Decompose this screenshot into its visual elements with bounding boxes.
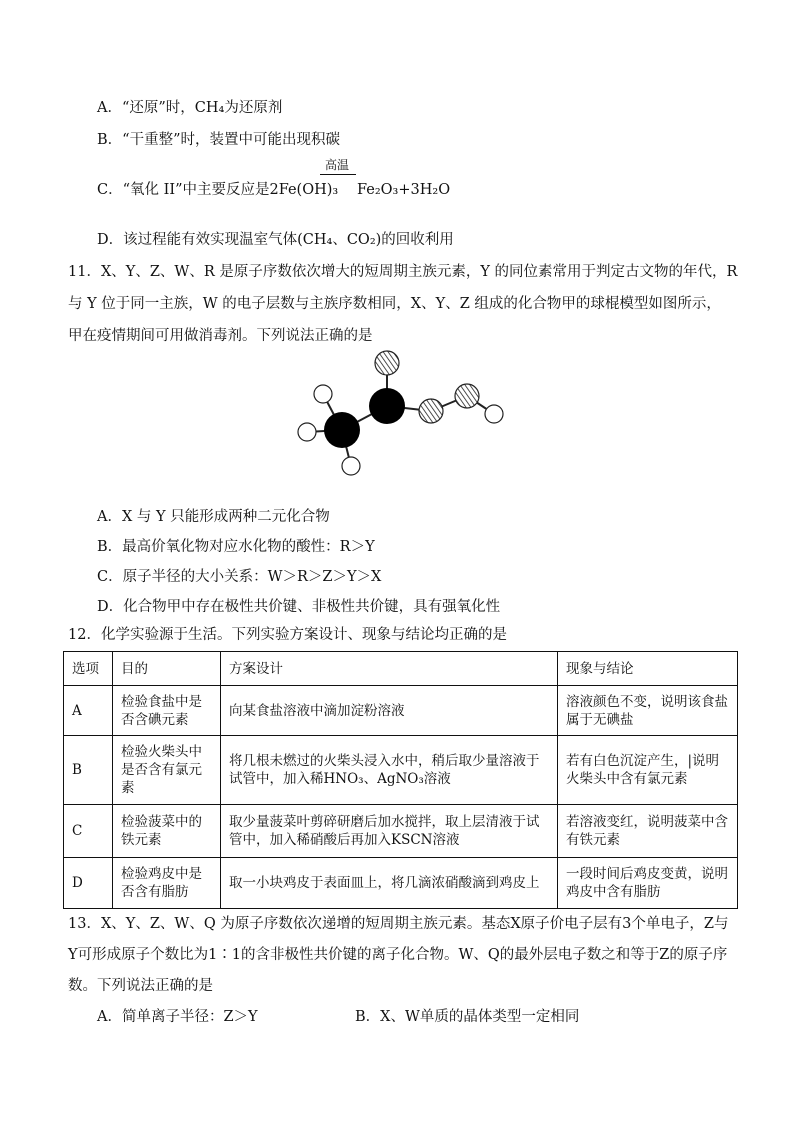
reaction-condition: 高温 [325,158,350,172]
hydrogen-atom [314,385,332,403]
q10-option-c [97,180,338,200]
cell-design: 向某食盐溶液中滴加淀粉溶液 [221,686,558,736]
cell-result: 若有白色沉淀产生，|说明火柴头中含有氯元素 [558,736,738,805]
q11-stem-line1: 11．X、Y、Z、W、R 是原子序数依次增大的短周期主族元素，Y 的同位素常用于判定古文物的年代，R [68,264,738,280]
cell-purpose: 检验食盐中是否含碘元素 [113,686,221,736]
hydrogen-atom [298,423,316,441]
cell-design: 将几根未燃过的火柴头浸入水中，稍后取少量溶液于试管中，加入稀HNO₃、AgNO₃溶液 [221,736,558,805]
cell-option: B [64,736,113,805]
oxygen-atom [455,384,479,408]
q13-stem-line3: 数。下列说法正确的是 [68,978,213,994]
table-header-row [64,652,738,686]
cell-option: C [64,805,113,858]
q11-option-c: C．原子半径的大小关系：W＞R＞Z＞Y＞X [97,569,382,585]
table-row [64,805,738,858]
q10-option-d: D．该过程能有效实现温室气体(CH₄、CO₂)的回收利用 [97,232,454,248]
header-design: 方案设计 [221,652,558,686]
carbon-atom [369,388,405,424]
hydrogen-atom [342,457,360,475]
header-purpose: 目的 [113,652,221,686]
cell-design: 取少量菠菜叶剪碎研磨后加水搅拌，取上层清液于试管中，加入稀硝酸后再加入KSCN溶液 [221,805,558,858]
cell-purpose: 检验鸡皮中是否含有脂肪 [113,858,221,909]
table-row [64,736,738,805]
header-result: 现象与结论 [558,652,738,686]
q11-stem-line2: 与 Y 位于同一主族，W 的电子层数与主族序数相同，X、Y、Z 组成的化合物甲的球棍模型如图所示， [68,296,721,312]
cell-option: A [64,686,113,736]
q10-option-c-product: Fe₂O₃+3H₂O [357,182,451,198]
oxygen-atom [375,351,399,375]
table-row [64,686,738,736]
cell-option: D [64,858,113,909]
q11-option-d: D．化合物甲中存在极性共价键、非极性共价键，具有强氧化性 [97,599,501,615]
carbon-atom [324,412,360,448]
hydrogen-atom [485,405,503,423]
q11-option-b: B．最高价氧化物对应水化物的酸性：R＞Y [97,539,375,555]
cell-result: 一段时间后鸡皮变黄，说明鸡皮中含有脂肪 [558,858,738,909]
q13-stem-line1: 13．X、Y、Z、W、Q 为原子序数依次递增的短周期主族元素。基态X原子价电子层有3个单电子，Z与 [68,916,729,932]
q11-stem-line3: 甲在疫情期间可用做消毒剂。下列说法正确的是 [68,328,373,344]
cell-purpose: 检验菠菜中的铁元素 [113,805,221,858]
ball-and-stick-model [290,345,520,485]
cell-design: 取一小块鸡皮于表面皿上，将几滴浓硝酸滴到鸡皮上 [221,858,558,909]
cell-purpose: 检验火柴头中是否含有氯元素 [113,736,221,805]
cell-result: 溶液颜色不变，说明该食盐属于无碘盐 [558,686,738,736]
experiment-table [63,651,738,909]
q12-stem: 12．化学实验源于生活。下列实验方案设计、现象与结论均正确的是 [68,627,507,643]
q13-option-a: A．简单离子半径：Z＞Y [97,1009,258,1025]
q10-option-c-prefix: C．“氧化 II”中主要反应是 [97,182,270,198]
q10-option-c-reactant: 2Fe(OH)₃ [269,182,339,198]
q10-option-b: B．“干重整”时，装置中可能出现积碳 [97,132,340,148]
table-row [64,858,738,909]
q13-option-b: B．X、W单质的晶体类型一定相同 [355,1009,580,1025]
q10-option-a: A．“还原”时，CH₄为还原剂 [97,100,283,116]
q13-stem-line2: Y可形成原子个数比为1∶1的含非极性共价键的离子化合物。W、Q的最外层电子数之和等于Z的原子序 [68,947,728,963]
cell-result: 若溶液变红，说明菠菜中含有铁元素 [558,805,738,858]
reaction-arrow [320,174,356,175]
oxygen-atom [419,399,443,423]
header-option: 选项 [64,652,113,686]
q11-option-a: A．X 与 Y 只能形成两种二元化合物 [97,509,330,525]
